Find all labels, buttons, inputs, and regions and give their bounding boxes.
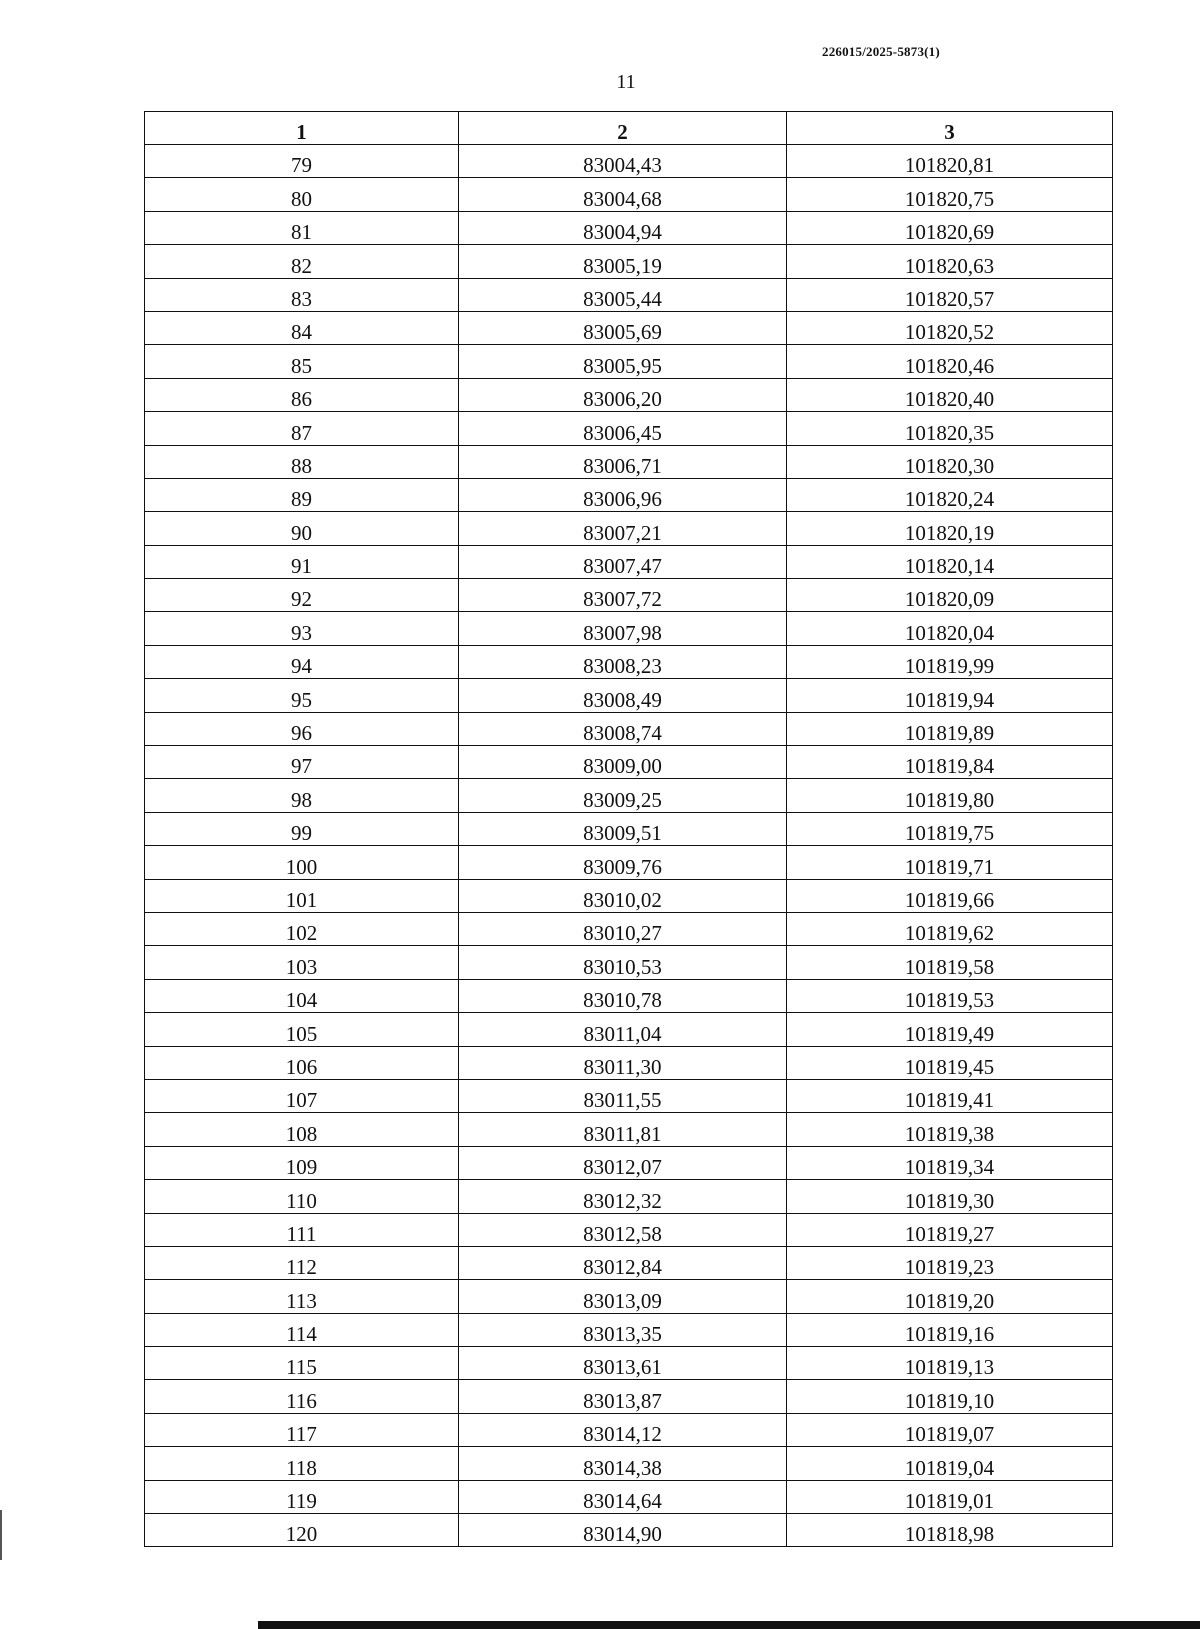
- point-number-cell: 83: [145, 278, 459, 311]
- y-coordinate-cell: 101820,30: [787, 445, 1113, 478]
- x-coordinate-cell: 83011,04: [459, 1013, 787, 1046]
- y-coordinate-cell: 101820,57: [787, 278, 1113, 311]
- coordinates-table: [144, 111, 1113, 1547]
- x-coordinate-cell: 83005,69: [459, 311, 787, 344]
- y-coordinate-cell: 101819,49: [787, 1013, 1113, 1046]
- table-row: [145, 1280, 1113, 1313]
- x-coordinate-cell: 83010,78: [459, 979, 787, 1012]
- point-number-cell: 80: [145, 178, 459, 211]
- point-number-cell: 92: [145, 579, 459, 612]
- y-coordinate-cell: 101820,75: [787, 178, 1113, 211]
- table-row: [145, 311, 1113, 344]
- document-id: 226015/2025-5873(1): [822, 44, 940, 59]
- point-number-cell: 107: [145, 1079, 459, 1112]
- table-row: [145, 178, 1113, 211]
- scan-edge-mark: [0, 1510, 2, 1560]
- table-row: [145, 211, 1113, 244]
- point-number-cell: 109: [145, 1146, 459, 1179]
- table-row: [145, 1246, 1113, 1279]
- y-coordinate-cell: 101820,63: [787, 245, 1113, 278]
- y-coordinate-cell: 101820,81: [787, 145, 1113, 178]
- y-coordinate-cell: 101819,01: [787, 1480, 1113, 1513]
- table-row: [145, 1347, 1113, 1380]
- point-number-cell: 119: [145, 1480, 459, 1513]
- table-row: [145, 579, 1113, 612]
- point-number-cell: 103: [145, 946, 459, 979]
- x-coordinate-cell: 83013,61: [459, 1347, 787, 1380]
- table-row: [145, 1447, 1113, 1480]
- x-coordinate-cell: 83005,44: [459, 278, 787, 311]
- page-number: 11: [616, 71, 636, 93]
- y-coordinate-cell: 101819,62: [787, 912, 1113, 945]
- coordinates-table-container: [144, 111, 1112, 1547]
- x-coordinate-cell: 83004,94: [459, 211, 787, 244]
- table-row: [145, 1413, 1113, 1446]
- table-row: [145, 512, 1113, 545]
- point-number-cell: 108: [145, 1113, 459, 1146]
- x-coordinate-cell: 83013,87: [459, 1380, 787, 1413]
- y-coordinate-cell: 101819,89: [787, 712, 1113, 745]
- column-header-2: 2: [459, 112, 787, 145]
- x-coordinate-cell: 83012,07: [459, 1146, 787, 1179]
- x-coordinate-cell: 83007,21: [459, 512, 787, 545]
- point-number-cell: 115: [145, 1347, 459, 1380]
- point-number-cell: 117: [145, 1413, 459, 1446]
- table-row: [145, 1480, 1113, 1513]
- y-coordinate-cell: 101819,20: [787, 1280, 1113, 1313]
- point-number-cell: 98: [145, 779, 459, 812]
- point-number-cell: 101: [145, 879, 459, 912]
- x-coordinate-cell: 83014,38: [459, 1447, 787, 1480]
- y-coordinate-cell: 101820,69: [787, 211, 1113, 244]
- table-row: [145, 478, 1113, 511]
- column-header-1: 1: [145, 112, 459, 145]
- column-header-3: 3: [787, 112, 1113, 145]
- table-row: [145, 1046, 1113, 1079]
- table-row: [145, 712, 1113, 745]
- x-coordinate-cell: 83007,47: [459, 545, 787, 578]
- x-coordinate-cell: 83006,96: [459, 478, 787, 511]
- y-coordinate-cell: 101819,80: [787, 779, 1113, 812]
- table-row: [145, 946, 1113, 979]
- point-number-cell: 100: [145, 846, 459, 879]
- y-coordinate-cell: 101819,45: [787, 1046, 1113, 1079]
- y-coordinate-cell: 101819,99: [787, 645, 1113, 678]
- point-number-cell: 93: [145, 612, 459, 645]
- x-coordinate-cell: 83009,51: [459, 812, 787, 845]
- table-row: [145, 812, 1113, 845]
- point-number-cell: 106: [145, 1046, 459, 1079]
- x-coordinate-cell: 83009,25: [459, 779, 787, 812]
- bottom-rule: [258, 1621, 1200, 1629]
- table-row: [145, 345, 1113, 378]
- point-number-cell: 95: [145, 679, 459, 712]
- point-number-cell: 94: [145, 645, 459, 678]
- point-number-cell: 97: [145, 746, 459, 779]
- point-number-cell: 82: [145, 245, 459, 278]
- point-number-cell: 89: [145, 478, 459, 511]
- x-coordinate-cell: 83009,00: [459, 746, 787, 779]
- x-coordinate-cell: 83013,09: [459, 1280, 787, 1313]
- table-row: [145, 1213, 1113, 1246]
- x-coordinate-cell: 83008,49: [459, 679, 787, 712]
- point-number-cell: 113: [145, 1280, 459, 1313]
- x-coordinate-cell: 83012,32: [459, 1180, 787, 1213]
- point-number-cell: 112: [145, 1246, 459, 1279]
- x-coordinate-cell: 83006,20: [459, 378, 787, 411]
- x-coordinate-cell: 83014,90: [459, 1514, 787, 1547]
- table-row: [145, 445, 1113, 478]
- table-row: [145, 746, 1113, 779]
- point-number-cell: 102: [145, 912, 459, 945]
- table-row: [145, 1313, 1113, 1346]
- point-number-cell: 118: [145, 1447, 459, 1480]
- table-row: [145, 912, 1113, 945]
- table-row: [145, 145, 1113, 178]
- point-number-cell: 88: [145, 445, 459, 478]
- point-number-cell: 104: [145, 979, 459, 1012]
- y-coordinate-cell: 101820,24: [787, 478, 1113, 511]
- table-row: [145, 245, 1113, 278]
- table-row: [145, 378, 1113, 411]
- x-coordinate-cell: 83005,95: [459, 345, 787, 378]
- x-coordinate-cell: 83009,76: [459, 846, 787, 879]
- point-number-cell: 84: [145, 311, 459, 344]
- table-row: [145, 1180, 1113, 1213]
- x-coordinate-cell: 83012,84: [459, 1246, 787, 1279]
- point-number-cell: 85: [145, 345, 459, 378]
- table-row: [145, 779, 1113, 812]
- x-coordinate-cell: 83014,64: [459, 1480, 787, 1513]
- table-row: [145, 545, 1113, 578]
- x-coordinate-cell: 83011,55: [459, 1079, 787, 1112]
- x-coordinate-cell: 83008,23: [459, 645, 787, 678]
- table-row: [145, 879, 1113, 912]
- point-number-cell: 111: [145, 1213, 459, 1246]
- point-number-cell: 110: [145, 1180, 459, 1213]
- point-number-cell: 79: [145, 145, 459, 178]
- point-number-cell: 86: [145, 378, 459, 411]
- y-coordinate-cell: 101819,58: [787, 946, 1113, 979]
- x-coordinate-cell: 83011,81: [459, 1113, 787, 1146]
- table-row: [145, 1013, 1113, 1046]
- y-coordinate-cell: 101820,09: [787, 579, 1113, 612]
- table-row: [145, 846, 1113, 879]
- x-coordinate-cell: 83007,72: [459, 579, 787, 612]
- y-coordinate-cell: 101820,40: [787, 378, 1113, 411]
- table-row: [145, 278, 1113, 311]
- y-coordinate-cell: 101819,38: [787, 1113, 1113, 1146]
- x-coordinate-cell: 83012,58: [459, 1213, 787, 1246]
- y-coordinate-cell: 101819,10: [787, 1380, 1113, 1413]
- y-coordinate-cell: 101819,53: [787, 979, 1113, 1012]
- x-coordinate-cell: 83010,53: [459, 946, 787, 979]
- point-number-cell: 90: [145, 512, 459, 545]
- y-coordinate-cell: 101818,98: [787, 1514, 1113, 1547]
- x-coordinate-cell: 83006,45: [459, 412, 787, 445]
- point-number-cell: 105: [145, 1013, 459, 1046]
- y-coordinate-cell: 101819,07: [787, 1413, 1113, 1446]
- point-number-cell: 114: [145, 1313, 459, 1346]
- y-coordinate-cell: 101819,84: [787, 746, 1113, 779]
- y-coordinate-cell: 101819,41: [787, 1079, 1113, 1112]
- table-row: [145, 1079, 1113, 1112]
- table-row: [145, 1514, 1113, 1547]
- point-number-cell: 87: [145, 412, 459, 445]
- table-row: [145, 1113, 1113, 1146]
- y-coordinate-cell: 101819,75: [787, 812, 1113, 845]
- point-number-cell: 96: [145, 712, 459, 745]
- table-row: [145, 1146, 1113, 1179]
- x-coordinate-cell: 83011,30: [459, 1046, 787, 1079]
- y-coordinate-cell: 101820,14: [787, 545, 1113, 578]
- y-coordinate-cell: 101819,16: [787, 1313, 1113, 1346]
- y-coordinate-cell: 101819,34: [787, 1146, 1113, 1179]
- y-coordinate-cell: 101820,52: [787, 311, 1113, 344]
- x-coordinate-cell: 83004,43: [459, 145, 787, 178]
- y-coordinate-cell: 101819,66: [787, 879, 1113, 912]
- table-body: [145, 145, 1113, 1547]
- x-coordinate-cell: 83014,12: [459, 1413, 787, 1446]
- table-row: [145, 1380, 1113, 1413]
- table-row: [145, 979, 1113, 1012]
- x-coordinate-cell: 83013,35: [459, 1313, 787, 1346]
- x-coordinate-cell: 83008,74: [459, 712, 787, 745]
- y-coordinate-cell: 101819,30: [787, 1180, 1113, 1213]
- point-number-cell: 116: [145, 1380, 459, 1413]
- y-coordinate-cell: 101819,27: [787, 1213, 1113, 1246]
- x-coordinate-cell: 83010,27: [459, 912, 787, 945]
- y-coordinate-cell: 101820,19: [787, 512, 1113, 545]
- table-row: [145, 645, 1113, 678]
- x-coordinate-cell: 83004,68: [459, 178, 787, 211]
- point-number-cell: 99: [145, 812, 459, 845]
- y-coordinate-cell: 101819,04: [787, 1447, 1113, 1480]
- point-number-cell: 81: [145, 211, 459, 244]
- point-number-cell: 91: [145, 545, 459, 578]
- y-coordinate-cell: 101819,13: [787, 1347, 1113, 1380]
- x-coordinate-cell: 83005,19: [459, 245, 787, 278]
- table-row: [145, 612, 1113, 645]
- table-row: [145, 412, 1113, 445]
- x-coordinate-cell: 83010,02: [459, 879, 787, 912]
- x-coordinate-cell: 83007,98: [459, 612, 787, 645]
- table-header-row: [145, 112, 1113, 145]
- y-coordinate-cell: 101819,94: [787, 679, 1113, 712]
- point-number-cell: 120: [145, 1514, 459, 1547]
- table-row: [145, 679, 1113, 712]
- x-coordinate-cell: 83006,71: [459, 445, 787, 478]
- y-coordinate-cell: 101820,04: [787, 612, 1113, 645]
- y-coordinate-cell: 101820,35: [787, 412, 1113, 445]
- y-coordinate-cell: 101820,46: [787, 345, 1113, 378]
- y-coordinate-cell: 101819,71: [787, 846, 1113, 879]
- y-coordinate-cell: 101819,23: [787, 1246, 1113, 1279]
